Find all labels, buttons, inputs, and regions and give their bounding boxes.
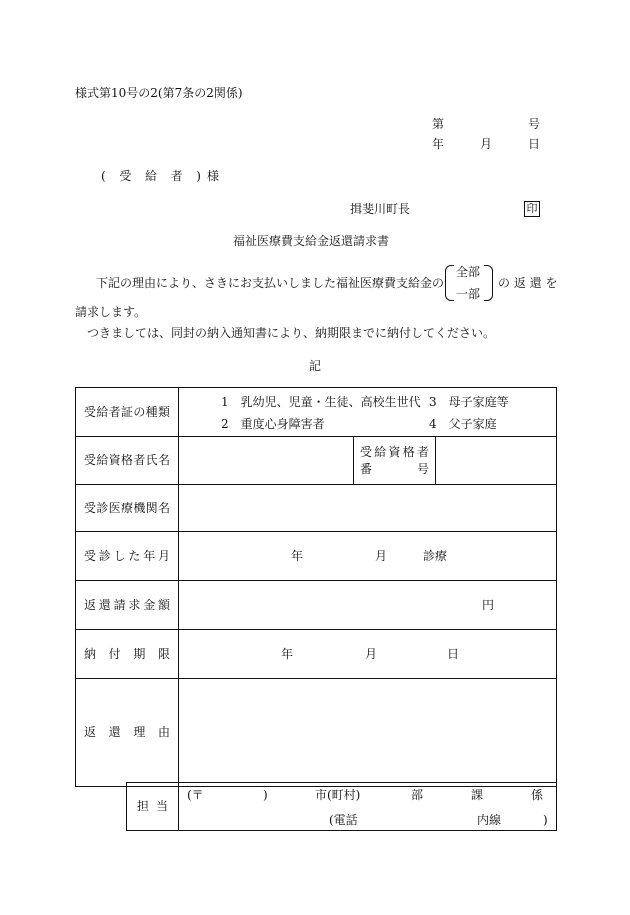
- date-year: 年: [432, 137, 445, 151]
- date-month: 月: [480, 137, 493, 151]
- label-char: 関: [145, 500, 158, 515]
- number-field[interactable]: [436, 437, 557, 485]
- postal-close: ): [263, 788, 268, 802]
- label-char: 証: [120, 404, 133, 419]
- number-label: [354, 437, 436, 485]
- label-char: 号: [416, 462, 429, 476]
- label-char: 資: [108, 453, 121, 468]
- phone-label: (電話: [329, 813, 358, 827]
- tantou-label: [127, 783, 179, 831]
- label-char: 返: [84, 597, 97, 612]
- label-char: 当: [155, 799, 168, 814]
- label-char: 由: [157, 725, 170, 740]
- choice-part: 一部: [456, 287, 481, 301]
- right-bracket: [484, 265, 493, 301]
- name-row: [76, 437, 557, 485]
- left-bracket: [445, 265, 454, 301]
- hospital-field[interactable]: [179, 485, 557, 532]
- label-char: 月: [157, 548, 170, 563]
- label-char: 理: [133, 725, 146, 740]
- label-char: 者: [108, 404, 121, 419]
- recipient-char: (: [101, 169, 106, 183]
- reason-row: [76, 679, 557, 787]
- label-char: た: [128, 548, 141, 563]
- label-char: 金: [143, 597, 156, 612]
- label-char: 受: [84, 500, 97, 515]
- label-char: 請: [113, 597, 126, 612]
- kakari-label: 係: [531, 788, 544, 802]
- deadline-row: [76, 630, 557, 679]
- label-char: 年: [143, 548, 156, 563]
- label-char: 格: [120, 453, 133, 468]
- label-char: 機: [133, 500, 146, 515]
- label-char: 診: [98, 548, 111, 563]
- hospital-row: [76, 485, 557, 532]
- city-label: 市(町村): [315, 788, 361, 802]
- label-char: 担: [137, 799, 150, 814]
- cert-option-1[interactable]: 1 乳幼児、児童・生徒、高校生世代: [221, 395, 421, 409]
- label-char: 受: [84, 453, 97, 468]
- cert-type-label: [76, 388, 179, 437]
- claim-form-table: [75, 387, 557, 787]
- phone-close: ): [543, 813, 548, 827]
- seal-stamp: 印: [524, 201, 540, 217]
- issuer: 揖斐川町長: [350, 202, 411, 216]
- label-char: 名: [157, 500, 170, 515]
- label-char: 受: [84, 404, 97, 419]
- label-char: 給: [96, 404, 109, 419]
- recipient-char: 者: [170, 169, 183, 183]
- contact-table: [126, 782, 557, 831]
- label-char: 資: [388, 444, 401, 459]
- visit-field[interactable]: [179, 532, 557, 581]
- visit-suffix: 診療: [423, 549, 448, 563]
- label-char: 受: [84, 548, 97, 563]
- choice-all: 全部: [456, 265, 481, 279]
- reason-field[interactable]: [179, 679, 557, 787]
- label-char: 医: [108, 500, 121, 515]
- deadline-field[interactable]: [179, 630, 557, 679]
- label-char: 名: [157, 453, 170, 468]
- label-char: 氏: [145, 453, 158, 468]
- label-char: 受: [360, 444, 373, 459]
- label-char: 番: [360, 462, 373, 476]
- ki-marker: 記: [309, 359, 322, 373]
- label-char: 付: [108, 646, 121, 661]
- label-char: 給: [374, 444, 387, 459]
- cert-option-2[interactable]: 2 重度心身障害者: [221, 417, 325, 431]
- cert-type-row: [76, 388, 557, 437]
- date-day: 日: [528, 137, 541, 151]
- label-char: 限: [157, 646, 170, 661]
- body-line1: 下記の理由により、さきにお支払いしました福祉医療費支給金の: [96, 276, 445, 290]
- deadline-label: [76, 630, 179, 679]
- label-char: 者: [416, 444, 429, 459]
- contact-field[interactable]: [179, 783, 557, 831]
- number-suffix: 号: [528, 117, 541, 131]
- label-char: 者: [133, 453, 146, 468]
- cert-option-4[interactable]: 4 父子家庭: [429, 417, 497, 431]
- cert-type-options[interactable]: [179, 388, 557, 437]
- reason-label: [76, 679, 179, 787]
- label-char: 返: [84, 725, 97, 740]
- visit-label: [76, 532, 179, 581]
- recipient-line: [101, 170, 201, 182]
- amount-field[interactable]: [179, 581, 557, 630]
- ext-label: 内線: [477, 813, 502, 827]
- label-char: し: [113, 548, 126, 563]
- label-char: 求: [128, 597, 141, 612]
- label-char: 額: [157, 597, 170, 612]
- amount-unit: 円: [482, 598, 495, 612]
- deadline-day: 日: [447, 647, 460, 661]
- label-char: の: [133, 404, 146, 419]
- label-char: 期: [133, 646, 146, 661]
- label-char: 診: [96, 500, 109, 515]
- amount-label: [76, 581, 179, 630]
- label-char: 給: [96, 453, 109, 468]
- number-prefix: 第: [432, 117, 445, 131]
- recipient-honorific: 様: [207, 169, 220, 183]
- postal-open: (〒: [187, 788, 204, 802]
- document-title: 福祉医療費支給金返還請求書: [233, 234, 390, 248]
- amount-row: [76, 581, 557, 630]
- visit-row: [76, 532, 557, 581]
- label-char: 納: [84, 646, 97, 661]
- label-char: 還: [98, 597, 111, 612]
- form-id: 様式第10号の2(第7条の2関係): [75, 86, 243, 100]
- deadline-year: 年: [281, 647, 294, 661]
- ka-label: 課: [471, 788, 484, 802]
- cert-option-3[interactable]: 3 母子家庭等: [429, 395, 509, 409]
- name-label: [76, 437, 179, 485]
- bu-label: 部: [411, 788, 424, 802]
- label-char: 療: [120, 500, 133, 515]
- visit-year: 年: [291, 549, 304, 563]
- name-field[interactable]: [179, 437, 354, 485]
- deadline-month: 月: [365, 647, 378, 661]
- body-line1-end: の 返 還 を: [498, 276, 558, 290]
- hospital-label: [76, 485, 179, 532]
- visit-month: 月: [375, 549, 388, 563]
- recipient-char: 給: [144, 169, 157, 183]
- label-char: 還: [108, 725, 121, 740]
- recipient-char: 受: [119, 169, 132, 183]
- label-char: 格: [402, 444, 415, 459]
- body-line3: つきましては、同封の納入通知書により、納期限までに納付してください。: [87, 326, 496, 340]
- label-char: 種: [145, 404, 158, 419]
- body-line2: 請求します。: [75, 305, 147, 319]
- recipient-char: ): [196, 169, 201, 183]
- label-char: 類: [157, 404, 170, 419]
